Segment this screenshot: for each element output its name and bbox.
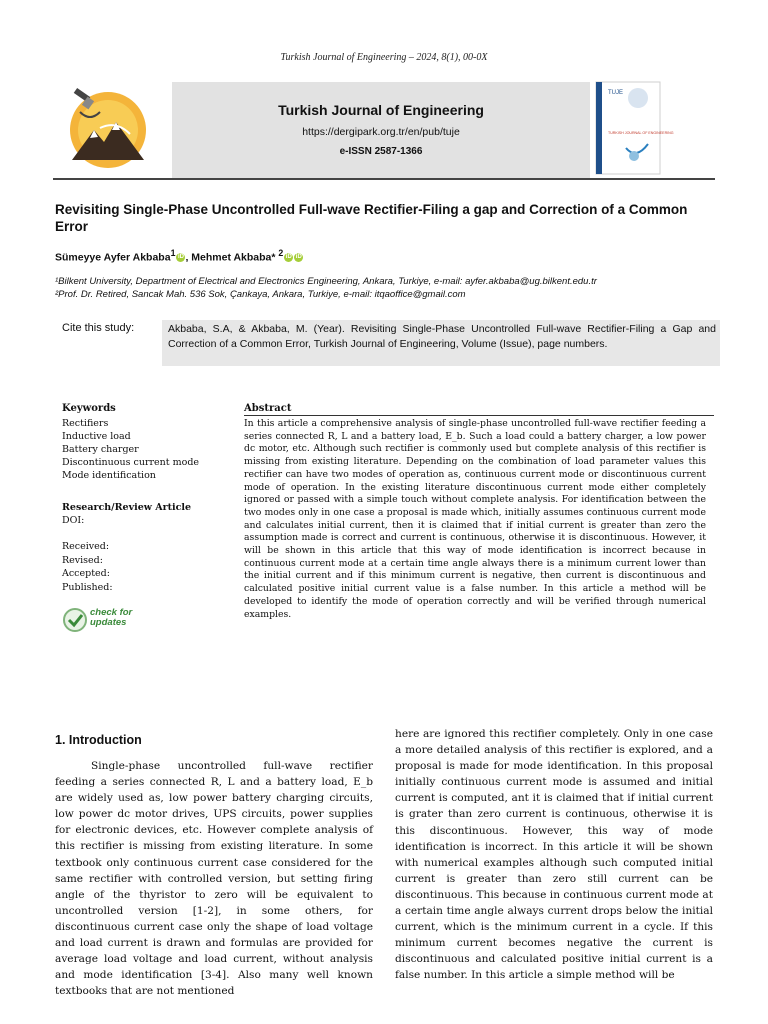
keyword: Inductive load bbox=[62, 431, 131, 442]
body-column-left: Single-phase uncontrolled full-wave rectifier feeding a series connected R, L and a battery load, E_b are widely used as, low power battery charging circuits, low power dc motor drives, UPS circuits, power supplies for electronic devices, etc. However complete analysis of this rectifier is missing from existing literature. In some textbook only continuous current case considered for the same rectifier with controlled version, but setting firing angle of the thyristor to zero will be equivalent to uncontrolled version [1-2], in some others, for discontinuous current case only the shape of load voltage and load current is drawn and formulas are provided for average load voltage and load current, without analysis and mode identification [3-4]. Also many well known textbooks that are not mentioned bbox=[55, 760, 373, 998]
abstract-heading: Abstract bbox=[244, 403, 714, 416]
section-heading: 1. Introduction bbox=[55, 733, 142, 747]
orcid-icon[interactable]: iD bbox=[295, 254, 302, 261]
author-name: , Mehmet Akbaba* bbox=[185, 251, 276, 264]
journal-cover-image bbox=[596, 82, 674, 174]
author-list bbox=[55, 248, 715, 264]
journal-issn: e-ISSN 2587-1366 bbox=[339, 146, 423, 157]
doi-label: DOI: bbox=[62, 515, 85, 526]
journal-name: Turkish Journal of Engineering bbox=[278, 102, 484, 118]
keyword: Discontinuous current mode bbox=[62, 457, 200, 468]
article-type: Research/Review Article bbox=[62, 502, 192, 513]
paper-title: Revisiting Single-Phase Uncontrolled Full-wave Rectifier-Filing a gap and Correction of a Common Error bbox=[55, 202, 688, 234]
check-for-updates-text bbox=[90, 608, 132, 628]
keyword: Rectifiers bbox=[62, 418, 109, 429]
keyword: Mode identification bbox=[62, 470, 156, 481]
check-for-updates-badge[interactable] bbox=[62, 604, 152, 640]
journal-banner bbox=[172, 82, 590, 178]
author-name: Sümeyye Ayfer Akbaba bbox=[55, 251, 171, 264]
accepted-label: Accepted: bbox=[62, 568, 110, 579]
revised-label: Revised: bbox=[62, 554, 103, 566]
author-affiliation-mark: 1 bbox=[170, 248, 176, 258]
article-dates bbox=[62, 540, 113, 594]
orcid-icon[interactable]: iD bbox=[177, 254, 184, 261]
citation-box: Akbaba, S.A, & Akbaba, M. (Year). Revisiting Single-Phase Uncontrolled Full-wave Rectifier-Filing a Gap and Correction of a Common Error, Turkish Journal of Engineering, Volume (Issue), page numbers. bbox=[162, 320, 720, 366]
journal-url-link[interactable]: https://dergipark.org.tr/en/pub/tuje bbox=[302, 126, 460, 138]
orcid-icon[interactable]: iD bbox=[285, 254, 292, 261]
cover-brand: TUJE bbox=[608, 90, 623, 96]
keyword-list bbox=[62, 417, 199, 482]
abstract-text: In this article a comprehensive analysis of single-phase uncontrolled full-wave rectifier feeding a series connected R, L and a battery load, E_b. Such a load could a battery charger, a low power dc motor, etc. Although such rectifier is commonly used but complete analysis of this rectifier is missing from existing literature. Depending on the combination of load parameter values this rectifier can have two modes of operation as, continuous current mode or discontinuous current mode of operation. In the existing literature discontinuous current mode either completely ignored or passed with a simple touch without complete analysis. For identification between the two modes only in one case a proposal is made which, initially assumes continuous current mode and calculates initial current, then it is claimed that if initial current is greater than zero the assumption made is correct and current is continuous, otherwise it is discontinuous. However, it will be shown in this article that this way of mode identification is incorrect because in continuous current mode at a certain time angle always there is a minimum current lower than the initial current and if this minimum current is negative, then current is discontinuous and calculated positive initial current value is a false number. In this article a method will be developed to identify the mode of operation correctly and will be verified through numerical examples. bbox=[244, 418, 706, 620]
keyword: Battery charger bbox=[62, 444, 139, 455]
cite-label: Cite this study: bbox=[62, 322, 135, 334]
affiliation: ¹Bilkent University, Department of Electrical and Electronics Engineering, Ankara, Turkiye, e-mail: ayfer.akbaba@ug.bilkent.edu.tr bbox=[55, 276, 597, 287]
cover-title: TURKISH JOURNAL OF ENGINEERING bbox=[608, 131, 674, 135]
body-column-right: here are ignored this rectifier completely. Only in one case a more detailed analysis of this rectifier is explored, and a proposal is made for mode identification. In this proposal initially continuous current mode is assumed and initial current is computed, ant it is claimed that if initial current is grater than zero current is continuous, otherwise it is this discontinuous. However, this way of mode identification is incorrect. In this article it will be shown with numerical examples although such computed initial current is greater than zero still current can be discontinuous. This because in continuous current mode at a certain time angle always current drops below the initial current, which is the minimum current in a cycle. If this minimum current becomes negative the current is discontinuous and calculated positive initial current is a false number. In this article a simple method will be bbox=[395, 728, 713, 982]
received-label: Received: bbox=[62, 541, 110, 552]
affiliation: ²Prof. Dr. Retired, Sancak Mah. 536 Sok, Çankaya, Ankara, Turkiye, e-mail: itqaoffice@gmail.com bbox=[55, 289, 466, 300]
keywords-heading: Keywords bbox=[62, 403, 116, 414]
check-mark-icon bbox=[62, 604, 88, 638]
check-line: updates bbox=[90, 617, 127, 628]
published-label: Published: bbox=[62, 581, 113, 593]
journal-logo-icon bbox=[60, 82, 160, 174]
author-affiliation-mark: 2 bbox=[278, 248, 284, 258]
check-line: check for bbox=[90, 607, 133, 618]
running-head: Turkish Journal of Engineering – 2024, 8(1), 00-0X bbox=[280, 52, 488, 63]
